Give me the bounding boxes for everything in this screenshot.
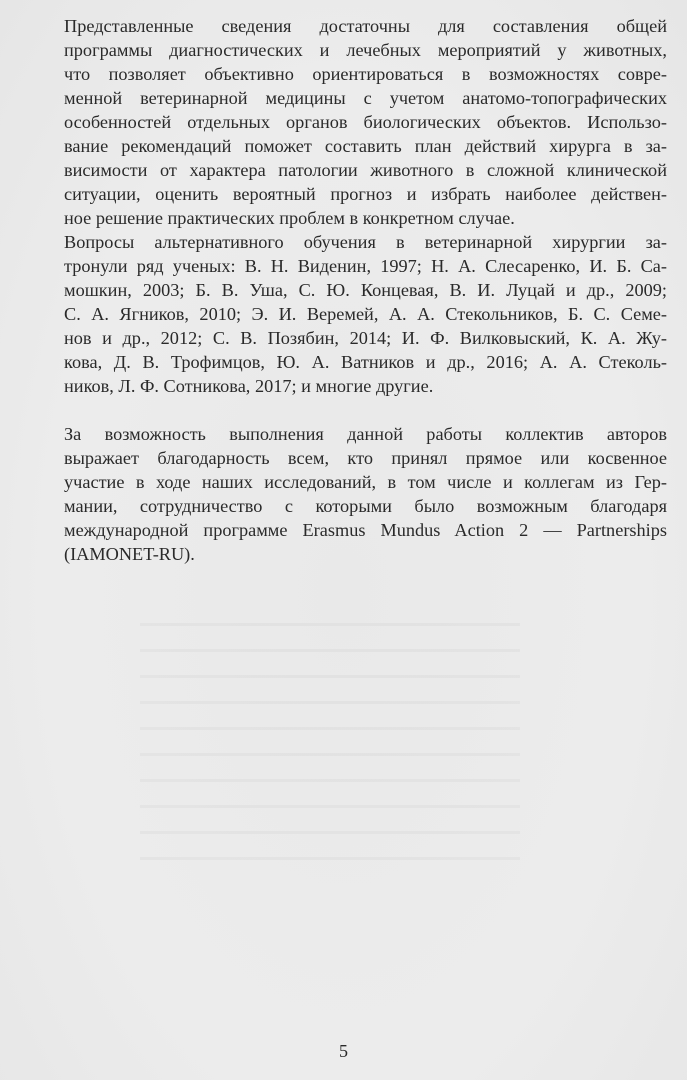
text-line: участие в ходе наших исследований, в том числе и коллегам из Гер-: [64, 472, 667, 492]
text-line: менной ветеринарной медицины с учетом анатомо-топографических: [64, 88, 667, 108]
text-line: (IAMONET-RU).: [64, 544, 195, 564]
text-line: выражает благодарность всем, кто принял прямое или косвенное: [64, 448, 667, 468]
text-line: вание рекомендаций поможет составить план действий хирурга в за-: [64, 136, 667, 156]
text-line: мошкин, 2003; Б. В. Уша, С. Ю. Концевая, В. И. Луцай и др., 2009;: [64, 280, 667, 300]
text-line: ситуации, оценить вероятный прогноз и избрать наиболее действен-: [64, 184, 667, 204]
text-line: Представленные сведения достаточны для составления общей: [64, 16, 667, 36]
text-line: что позволяет объективно ориентироваться в возможностях совре-: [64, 64, 667, 84]
text-line: тронули ряд ученых: В. Н. Виденин, 1997; Н. А. Слесаренко, И. Б. Са-: [64, 256, 667, 276]
paragraph-gap: [22, 398, 667, 422]
text-line: Вопросы альтернативного обучения в ветеринарной хирургии за-: [64, 232, 667, 252]
body-text: [22, 14, 667, 566]
text-line: международной программе Erasmus Mundus Action 2 — Partnerships: [64, 520, 667, 540]
bleed-through-shadow: [140, 600, 520, 860]
paragraph-intro: [22, 14, 667, 230]
text-line: особенностей отдельных органов биологических объектов. Использо-: [64, 112, 667, 132]
text-line: мании, сотрудничество с которыми было возможным благодаря: [64, 496, 667, 516]
paragraph-references: [22, 230, 667, 398]
text-line: ников, Л. Ф. Сотникова, 2017; и многие другие.: [64, 376, 434, 396]
page-number: 5: [339, 1041, 348, 1061]
paragraph-acknowledgements: [22, 422, 667, 566]
text-line: висимости от характера патологии животного в сложной клинической: [64, 160, 667, 180]
text-line: нов и др., 2012; С. В. Позябин, 2014; И. Ф. Вилковыский, К. А. Жу-: [64, 328, 667, 348]
text-line: ное решение практических проблем в конкретном случае.: [64, 208, 515, 228]
text-line: кова, Д. В. Трофимцов, Ю. А. Ватников и др., 2016; А. А. Стеколь-: [64, 352, 667, 372]
text-line: С. А. Ягников, 2010; Э. И. Веремей, А. А. Стекольников, Б. С. Семе-: [64, 304, 667, 324]
text-line: программы диагностических и лечебных мероприятий у животных,: [64, 40, 667, 60]
text-line: За возможность выполнения данной работы коллектив авторов: [64, 424, 667, 444]
